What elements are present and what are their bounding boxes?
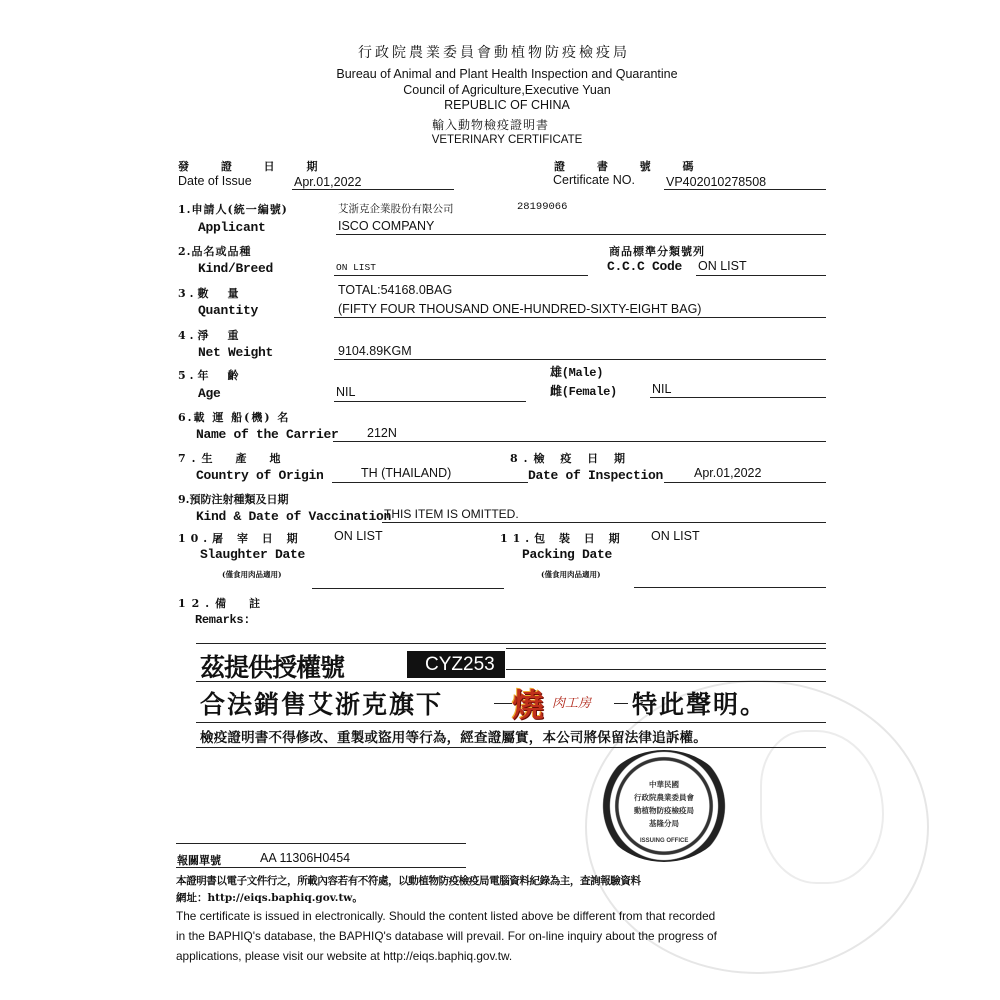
declaration-top-rule [176, 843, 466, 844]
remarks-label-cn: 12.備 註 [178, 597, 267, 610]
document-title-cn: 輸入動物檢疫證明書 [432, 118, 550, 132]
seal-line-3: 動植物防疫檢疫局 [634, 806, 694, 815]
certificate-no-label-cn: 證 書 號 碼 [554, 160, 708, 173]
declaration-value: AA 11306H0454 [260, 851, 351, 865]
packing-date-underline [634, 587, 826, 588]
carrier-value: 212N [367, 426, 397, 440]
age-underline [334, 401, 526, 402]
warning-bottom-rule [196, 747, 826, 748]
inspection-date-label-cn: 8.檢 疫 日 期 [510, 452, 631, 465]
council-name: Council of Agriculture,Executive Yuan [403, 83, 611, 97]
footer-note-en-1: The certificate is issued in electronically. Should the content listed above be different from that recorded [176, 909, 716, 923]
seal-ring-text: ISSUING OFFICE [640, 838, 689, 844]
certificate-no-value: VP402010278508 [666, 175, 767, 189]
male-label: 雄(Male) [550, 366, 604, 380]
date-of-issue-label: Date of Issue [178, 174, 252, 188]
packing-date-note: (僅食用肉品適用) [541, 570, 601, 579]
origin-underline [332, 482, 528, 483]
quantity-label-cn: 3.數 量 [178, 287, 243, 300]
document-title-en: VETERINARY CERTIFICATE [431, 134, 583, 146]
authorization-line-1: 茲提供授權號 [200, 653, 345, 682]
vaccination-label-cn: 9.預防注射種類及日期 [178, 493, 289, 506]
vaccination-value: THIS ITEM IS OMITTED. [384, 507, 519, 521]
footer-note-en-3: applications, please visit our website at http://eiqs.baphiq.gov.tw. [176, 949, 513, 963]
net-weight-underline [334, 359, 826, 360]
carrier-label-cn: 6.載 運 船(機) 名 [178, 411, 291, 424]
ccc-code-underline [696, 275, 826, 276]
quantity-total: TOTAL:54168.0BAG [338, 283, 453, 297]
slaughter-date-underline [312, 588, 504, 589]
agency-name-en: Bureau of Animal and Plant Health Inspection and Quarantine [336, 67, 678, 81]
quantity-label: Quantity [198, 303, 259, 318]
authorization-line-2-top-rule [196, 681, 826, 682]
authorization-line-1-top-rule [506, 648, 826, 649]
authorization-line-1-rule [506, 669, 826, 670]
inspection-date-underline [664, 482, 826, 483]
female-label: 雌(Female) [550, 385, 617, 399]
slaughter-date-label: Slaughter Date [200, 547, 306, 562]
slaughter-date-value: ON LIST [334, 529, 383, 543]
applicant-name-cn: 艾浙克企業股份有限公司 [338, 203, 454, 215]
footer-note-en-2: in the BAPHIQ's database, the BAPHIQ's database will prevail. For on-line inquiry about the progress of [176, 929, 717, 943]
warning-text: 檢疫證明書不得修改、重製或盜用等行為，經查證屬實，本公司將保留法律追訴權。 [200, 730, 707, 746]
remarks-underline [196, 643, 826, 644]
brand-logo-sub: 肉工房 [552, 696, 592, 711]
ccc-code-label-cn: 商品標準分類號列 [609, 245, 705, 258]
agency-name-cn: 行政院農業委員會動植物防疫檢疫局 [358, 45, 630, 61]
origin-value: TH (THAILAND) [361, 466, 452, 480]
net-weight-label-cn: 4.淨 重 [178, 329, 243, 342]
authorization-line-2: 合法銷售艾浙克旗下 [200, 690, 444, 719]
slaughter-date-note: (僅食用肉品適用) [222, 570, 282, 579]
applicant-label: Applicant [198, 220, 266, 235]
seal-text [628, 778, 700, 830]
origin-label: Country of Origin [196, 468, 324, 483]
origin-label-cn: 7.生 產 地 [178, 452, 287, 465]
brand-logo [512, 682, 610, 724]
declaration-label-cn: 報關單號 [177, 854, 221, 867]
carrier-underline [333, 441, 826, 442]
sex-underline [650, 397, 826, 398]
packing-date-label-cn: 11.包 裝 日 期 [500, 532, 625, 545]
date-of-issue-underline [292, 189, 454, 190]
kind-breed-underline [334, 275, 588, 276]
ccc-code-label: C.C.C Code [607, 259, 683, 274]
quantity-words: (FIFTY FOUR THOUSAND ONE-HUNDRED-SIXTY-EIGHT BAG) [338, 302, 702, 316]
ccc-code-value: ON LIST [698, 259, 747, 273]
footer-note-cn-1: 本證明書以電子文件行之，所載內容若有不符處，以動植物防疫檢疫局電腦資料紀錄為主，查詢報驗資料 [176, 875, 641, 887]
kind-breed-label: Kind/Breed [198, 261, 274, 276]
remarks-label: Remarks: [195, 613, 251, 627]
applicant-underline [336, 234, 826, 235]
quantity-underline [334, 317, 826, 318]
seal-line-1: 中華民國 [649, 780, 679, 789]
age-label: Age [198, 386, 221, 401]
carrier-label: Name of the Carrier [196, 427, 339, 442]
kind-breed-value: ON LIST [336, 262, 376, 273]
authorization-line-2-dash-left [494, 703, 512, 704]
vaccination-label: Kind & Date of Vaccination [196, 509, 392, 524]
inspection-date-label: Date of Inspection [528, 468, 664, 483]
certificate-no-label: Certificate NO. [553, 173, 635, 187]
age-label-cn: 5.年 齡 [178, 369, 243, 382]
kind-breed-label-cn: 2.品名或品種 [178, 245, 252, 258]
vaccination-underline [382, 522, 826, 523]
footer-note-cn-2: 網址：http://eiqs.baphiq.gov.tw。 [176, 892, 363, 904]
country-name: REPUBLIC OF CHINA [444, 98, 570, 112]
applicant-name: ISCO COMPANY [338, 219, 435, 233]
seal-line-2: 行政院農業委員會 [634, 793, 694, 802]
net-weight-label: Net Weight [198, 345, 274, 360]
inspection-date-value: Apr.01,2022 [694, 466, 762, 480]
declaration-bottom-rule [176, 867, 466, 868]
seal-line-4: 基隆分局 [649, 819, 679, 828]
warning-top-rule [196, 722, 826, 723]
authorization-code: CYZ253 [407, 651, 505, 678]
packing-date-value: ON LIST [651, 529, 700, 543]
sex-value: NIL [652, 382, 672, 396]
authorization-line-2-suffix: 特此聲明。 [632, 690, 768, 719]
authorization-line-2-dash-right [614, 703, 628, 704]
official-seal [598, 750, 730, 862]
net-weight-value: 9104.89KGM [338, 344, 412, 358]
packing-date-label: Packing Date [522, 547, 613, 562]
brand-logo-main: 燒 [512, 686, 545, 724]
date-of-issue-label-cn: 發 證 日 期 [178, 160, 332, 173]
certificate-no-underline [664, 189, 826, 190]
date-of-issue-value: Apr.01,2022 [294, 175, 362, 189]
slaughter-date-label-cn: 10.屠 宰 日 期 [178, 532, 303, 545]
applicant-tax-id: 28199066 [517, 201, 568, 213]
age-value: NIL [336, 385, 356, 399]
applicant-label-cn: 1.申請人(統一編號) [178, 203, 288, 216]
